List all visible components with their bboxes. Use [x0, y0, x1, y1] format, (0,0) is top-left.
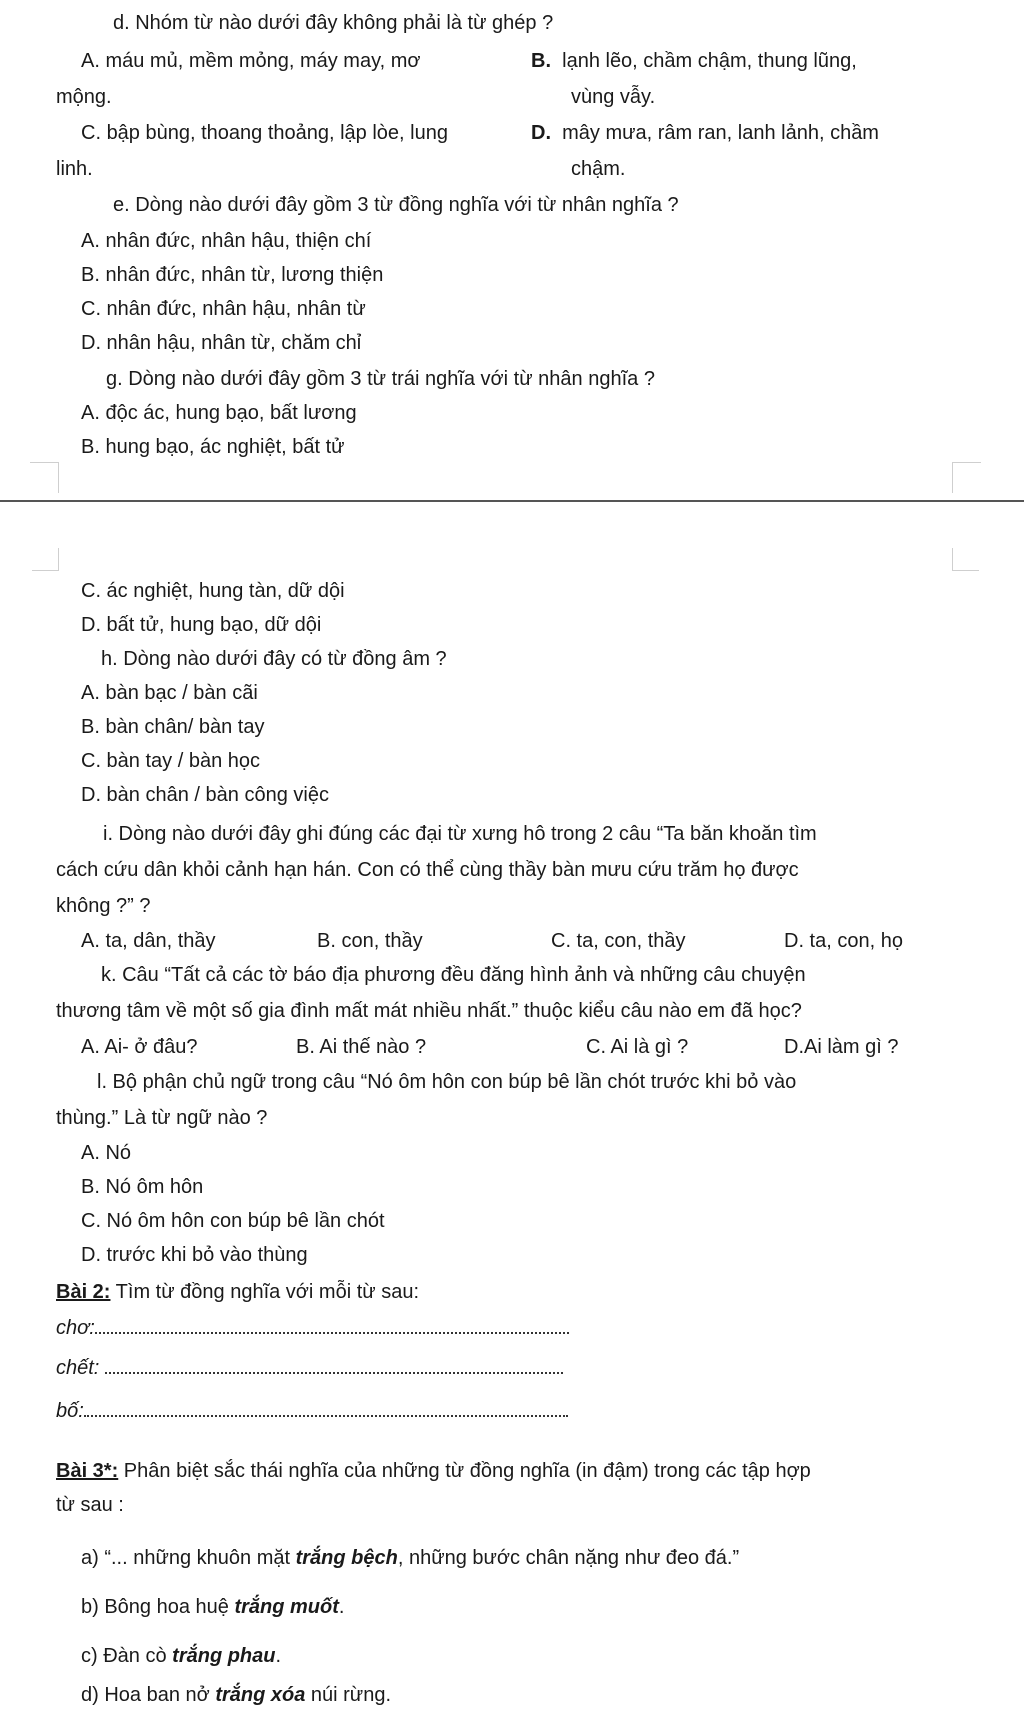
- option-g-d: D. bất tử, hung bạo, dữ dội: [81, 614, 322, 636]
- question-d: d. Nhóm từ nào dưới đây không phải là từ ghép ?: [113, 12, 554, 34]
- question-k-line1: k. Câu “Tất cả các tờ báo địa phương đều đăng hình ảnh và những câu chuyện: [101, 964, 806, 986]
- option-i-a: A. ta, dân, thầy: [81, 930, 216, 952]
- option-h-d: D. bàn chân / bàn công việc: [81, 784, 329, 806]
- option-e-d: D. nhân hậu, nhân từ, chăm chỉ: [81, 332, 362, 354]
- page-divider: [0, 500, 1024, 502]
- exercise-2-word-1: chơ:: [56, 1315, 569, 1341]
- option-d-c-cont: linh.: [56, 158, 93, 180]
- option-i-b: B. con, thầy: [317, 930, 423, 952]
- option-k-d: D.Ai làm gì ?: [784, 1036, 899, 1058]
- exercise-2-word-3: bố:: [56, 1398, 568, 1424]
- question-i-line3: không ?” ?: [56, 895, 151, 917]
- question-l-line2: thùng.” Là từ ngữ nào ?: [56, 1107, 268, 1129]
- option-d-a: A. máu mủ, mềm mỏng, máy may, mơ: [81, 50, 421, 72]
- option-i-c: C. ta, con, thầy: [551, 930, 686, 952]
- option-l-b: B. Nó ôm hôn: [81, 1176, 204, 1198]
- option-d-a-cont: mộng.: [56, 86, 112, 108]
- option-d-b-cont: vùng vẫy.: [571, 86, 656, 108]
- option-d-d-cont: chậm.: [571, 158, 626, 180]
- answer-blank-1[interactable]: [95, 1318, 569, 1334]
- option-i-d: D. ta, con, họ: [784, 930, 903, 952]
- question-g: g. Dòng nào dưới đây gồm 3 từ trái nghĩa với từ nhân nghĩa ?: [106, 368, 655, 390]
- option-k-a: A. Ai- ở đâu?: [81, 1036, 198, 1058]
- option-g-a: A. độc ác, hung bạo, bất lương: [81, 402, 357, 424]
- option-d-d: D. mây mưa, râm ran, lanh lảnh, chầm: [531, 122, 879, 144]
- exercise-2-word-2: chết:: [56, 1355, 563, 1381]
- option-g-c: C. ác nghiệt, hung tàn, dữ dội: [81, 580, 345, 602]
- question-e: e. Dòng nào dưới đây gồm 3 từ đồng nghĩa với từ nhân nghĩa ?: [113, 194, 679, 216]
- option-l-d: D. trước khi bỏ vào thùng: [81, 1244, 308, 1266]
- exercise-3-item-b: b) Bông hoa huệ trắng muốt.: [81, 1596, 345, 1618]
- page-corner-top-right: [952, 462, 981, 493]
- option-d-b: B. lạnh lẽo, chầm chậm, thung lũng,: [531, 50, 857, 72]
- option-l-c: C. Nó ôm hôn con búp bê lần chót: [81, 1210, 385, 1232]
- exercise-3-item-c: c) Đàn cò trắng phau.: [81, 1645, 282, 1667]
- option-d-c: C. bập bùng, thoang thoảng, lập lòe, lung: [81, 122, 448, 144]
- exercise-3-line2: từ sau :: [56, 1494, 124, 1516]
- question-i-line2: cách cứu dân khỏi cảnh hạn hán. Con có thể cùng thầy bàn mưu cứu trăm họ được: [56, 859, 799, 881]
- option-h-b: B. bàn chân/ bàn tay: [81, 716, 265, 738]
- question-h: h. Dòng nào dưới đây có từ đồng âm ?: [101, 648, 447, 670]
- option-h-c: C. bàn tay / bàn học: [81, 750, 261, 772]
- option-e-c: C. nhân đức, nhân hậu, nhân từ: [81, 298, 366, 320]
- option-e-b: B. nhân đức, nhân từ, lương thiện: [81, 264, 384, 286]
- page-corner-bottom-left: [32, 548, 59, 571]
- exercise-3-item-a: a) “... những khuôn mặt trắng bệch, những bước chân nặng như đeo đá.”: [81, 1547, 740, 1569]
- exercise-3-line1: Bài 3*: Phân biệt sắc thái nghĩa của những từ đồng nghĩa (in đậm) trong các tập hợp: [56, 1460, 811, 1482]
- answer-blank-3[interactable]: [84, 1401, 568, 1417]
- option-l-a: A. Nó: [81, 1142, 132, 1164]
- exercise-3-item-d: d) Hoa ban nở trắng xóa núi rừng.: [81, 1684, 391, 1706]
- question-k-line2: thương tâm về một số gia đình mất mát nhiều nhất.” thuộc kiểu câu nào em đã học?: [56, 1000, 802, 1022]
- option-k-c: C. Ai là gì ?: [586, 1036, 689, 1058]
- question-i-line1: i. Dòng nào dưới đây ghi đúng các đại từ xưng hô trong 2 câu “Ta băn khoăn tìm: [103, 823, 817, 845]
- exercise-2-heading: Bài 2: Tìm từ đồng nghĩa với mỗi từ sau:: [56, 1281, 420, 1303]
- page-corner-bottom-right: [952, 548, 979, 571]
- answer-blank-2[interactable]: [105, 1358, 563, 1374]
- option-h-a: A. bàn bạc / bàn cãi: [81, 682, 258, 704]
- page-corner-top-left: [30, 462, 59, 493]
- option-g-b: B. hung bạo, ác nghiệt, bất tử: [81, 436, 345, 458]
- option-e-a: A. nhân đức, nhân hậu, thiện chí: [81, 230, 372, 252]
- question-l-line1: l. Bộ phận chủ ngữ trong câu “Nó ôm hôn con búp bê lần chót trước khi bỏ vào: [97, 1071, 797, 1093]
- option-k-b: B. Ai thế nào ?: [296, 1036, 427, 1058]
